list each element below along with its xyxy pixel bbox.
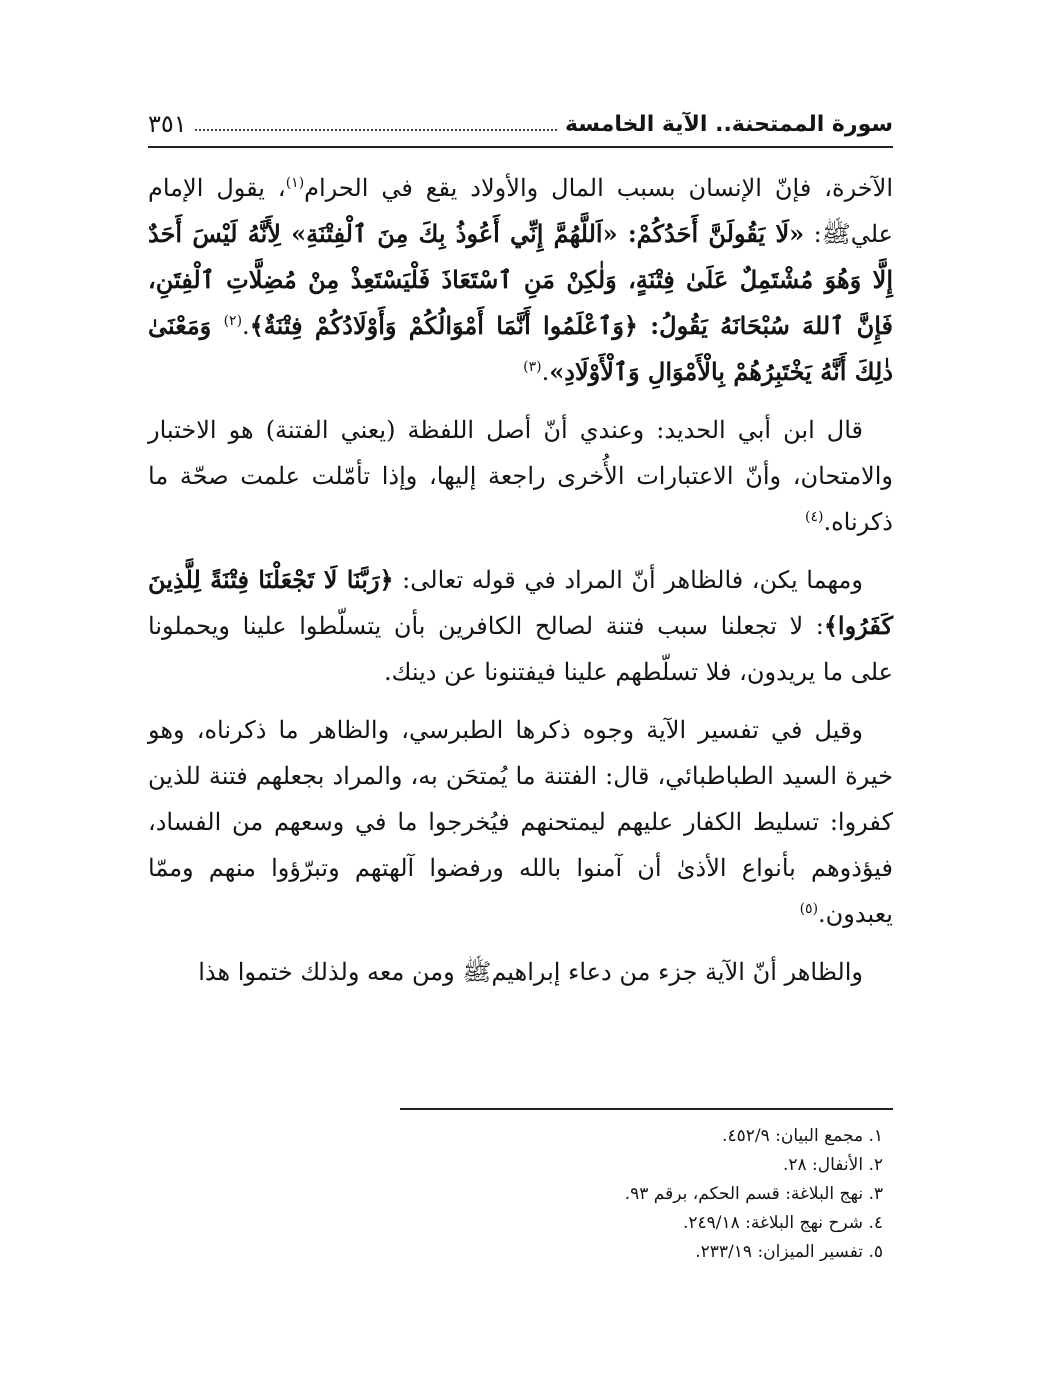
body-text [148,165,893,1007]
text-run: ، يقول الإمام علي [148,174,894,248]
footnote: ٢. الأنفال: ٢٨. [782,1155,883,1175]
quran-verse: ﴿وَٱعْلَمُوا أَنَّمَا أَمْوَالُكُمْ وَأَوْلَادُكُمْ فِتْنَةٌ﴾ [249,311,638,340]
footnote: ٤. شرح نهج البلاغة: ٢٤٩/١٨. [682,1213,883,1233]
paragraph [148,707,893,937]
text-run: . [541,358,550,386]
text-run: ﷺ [462,958,492,986]
footnote-ref: (٥) [799,901,819,917]
quran-verse: ﴿رَبَّنَا لَا تَجْعَلْنَا فِتْنَةً لِلَّذِينَ كَفَرُوا﴾ [148,565,893,640]
page-header [148,96,893,136]
text-run: : لا تجعلنا سبب فتنة لصالح الكافرين بأن يتسلّطوا علينا ويحملونا على ما يريدون، فلا تسلّطهم علينا فيفتنونا عن دينك. [148,612,893,686]
hadith-quote: «لَا يَقُولَنَّ أَحَدُكُمْ: «اَللَّهُمَّ إِنِّي أَعُوذُ بِكَ مِنَ ٱلْفِتْنَةِ» لِأَنَّهُ لَيْسَ أَحَدٌ إِلَّا وَهُوَ مُشْتَمِلٌ عَلَىٰ فِتْنَةٍ، وَلٰكِنْ مَنِ ٱسْتَعَاذَ فَلْيَسْتَعِذْ مِنْ مُضِلَّاتِ ٱلْفِتَنِ، فَإِنَّ ٱللهَ سُبْحَانَهُ يَقُولُ: [148,219,894,340]
text-run: والظاهر أنّ الآية جزء من دعاء إبراهيم [491,958,863,986]
text-run: : [804,220,822,248]
header-rule [148,146,893,148]
paragraph [148,165,893,395]
paragraph [148,407,893,545]
footnote-ref: (١) [285,175,305,191]
footnote: ٣. نهج البلاغة: قسم الحكم، برقم ٩٣. [624,1184,883,1204]
paragraph [148,557,893,695]
text-run: الآخرة، فإنّ الإنسان بسبب المال والأولاد يقع في الحرام [304,174,893,202]
footnotes-list [148,1122,893,1267]
footnote-ref: (٢) [223,313,243,329]
running-title: سورة الممتحنة.. الآية الخامسة [564,112,893,137]
dotted-leader [195,129,557,131]
page-number: ٣٥١ [148,110,187,138]
footnote-ref: (٣) [523,359,542,375]
text-run: ومهما يكن، فالظاهر أنّ المراد في قوله تعالى: [393,566,863,594]
paragraph [148,949,893,995]
footnote: ١. مجمع البيان: ٤٥٢/٩. [722,1126,883,1146]
text-run: قال ابن أبي الحديد: وعندي أنّ أصل اللفظة (يعني الفتنة) هو الاختبار والامتحان، وأنّ الاعتبارات الأُخرى راجعة إليها، وإذا تأمّلت علمت صحّة ما ذكرناه. [148,416,893,536]
text-run: . [242,312,250,340]
footnote-ref: (٤) [804,509,824,525]
text-run: ومن معه ولذلك ختموا هذا [198,958,463,986]
footnote-rule [400,1108,893,1110]
text-run: ﷺ [821,220,851,248]
hadith-quote: وَمَعْنَىٰ ذٰلِكَ أَنَّهُ يَخْتَبِرُهُمْ بِالْأَمْوَالِ وَٱلْأَوْلَادِ» [148,311,893,386]
text-run: وقيل في تفسير الآية وجوه ذكرها الطبرسي، والظاهر ما ذكرناه، وهو خيرة السيد الطباطبائي، قال: الفتنة ما يُمتحَن به، والمراد بجعلهم فتنة للذين كفروا: تسليط الكفار عليهم ليمتحنهم فيُخرجوا ما في وسعهم من الفساد، فيؤذوهم بأنواع الأذىٰ أن آمنوا بالله ورفضوا آلهتهم وتبرّؤوا منهم وممّا يعبدون. [148,716,893,928]
footnote: ٥. تفسير الميزان: ٢٣٣/١٩. [695,1242,883,1262]
